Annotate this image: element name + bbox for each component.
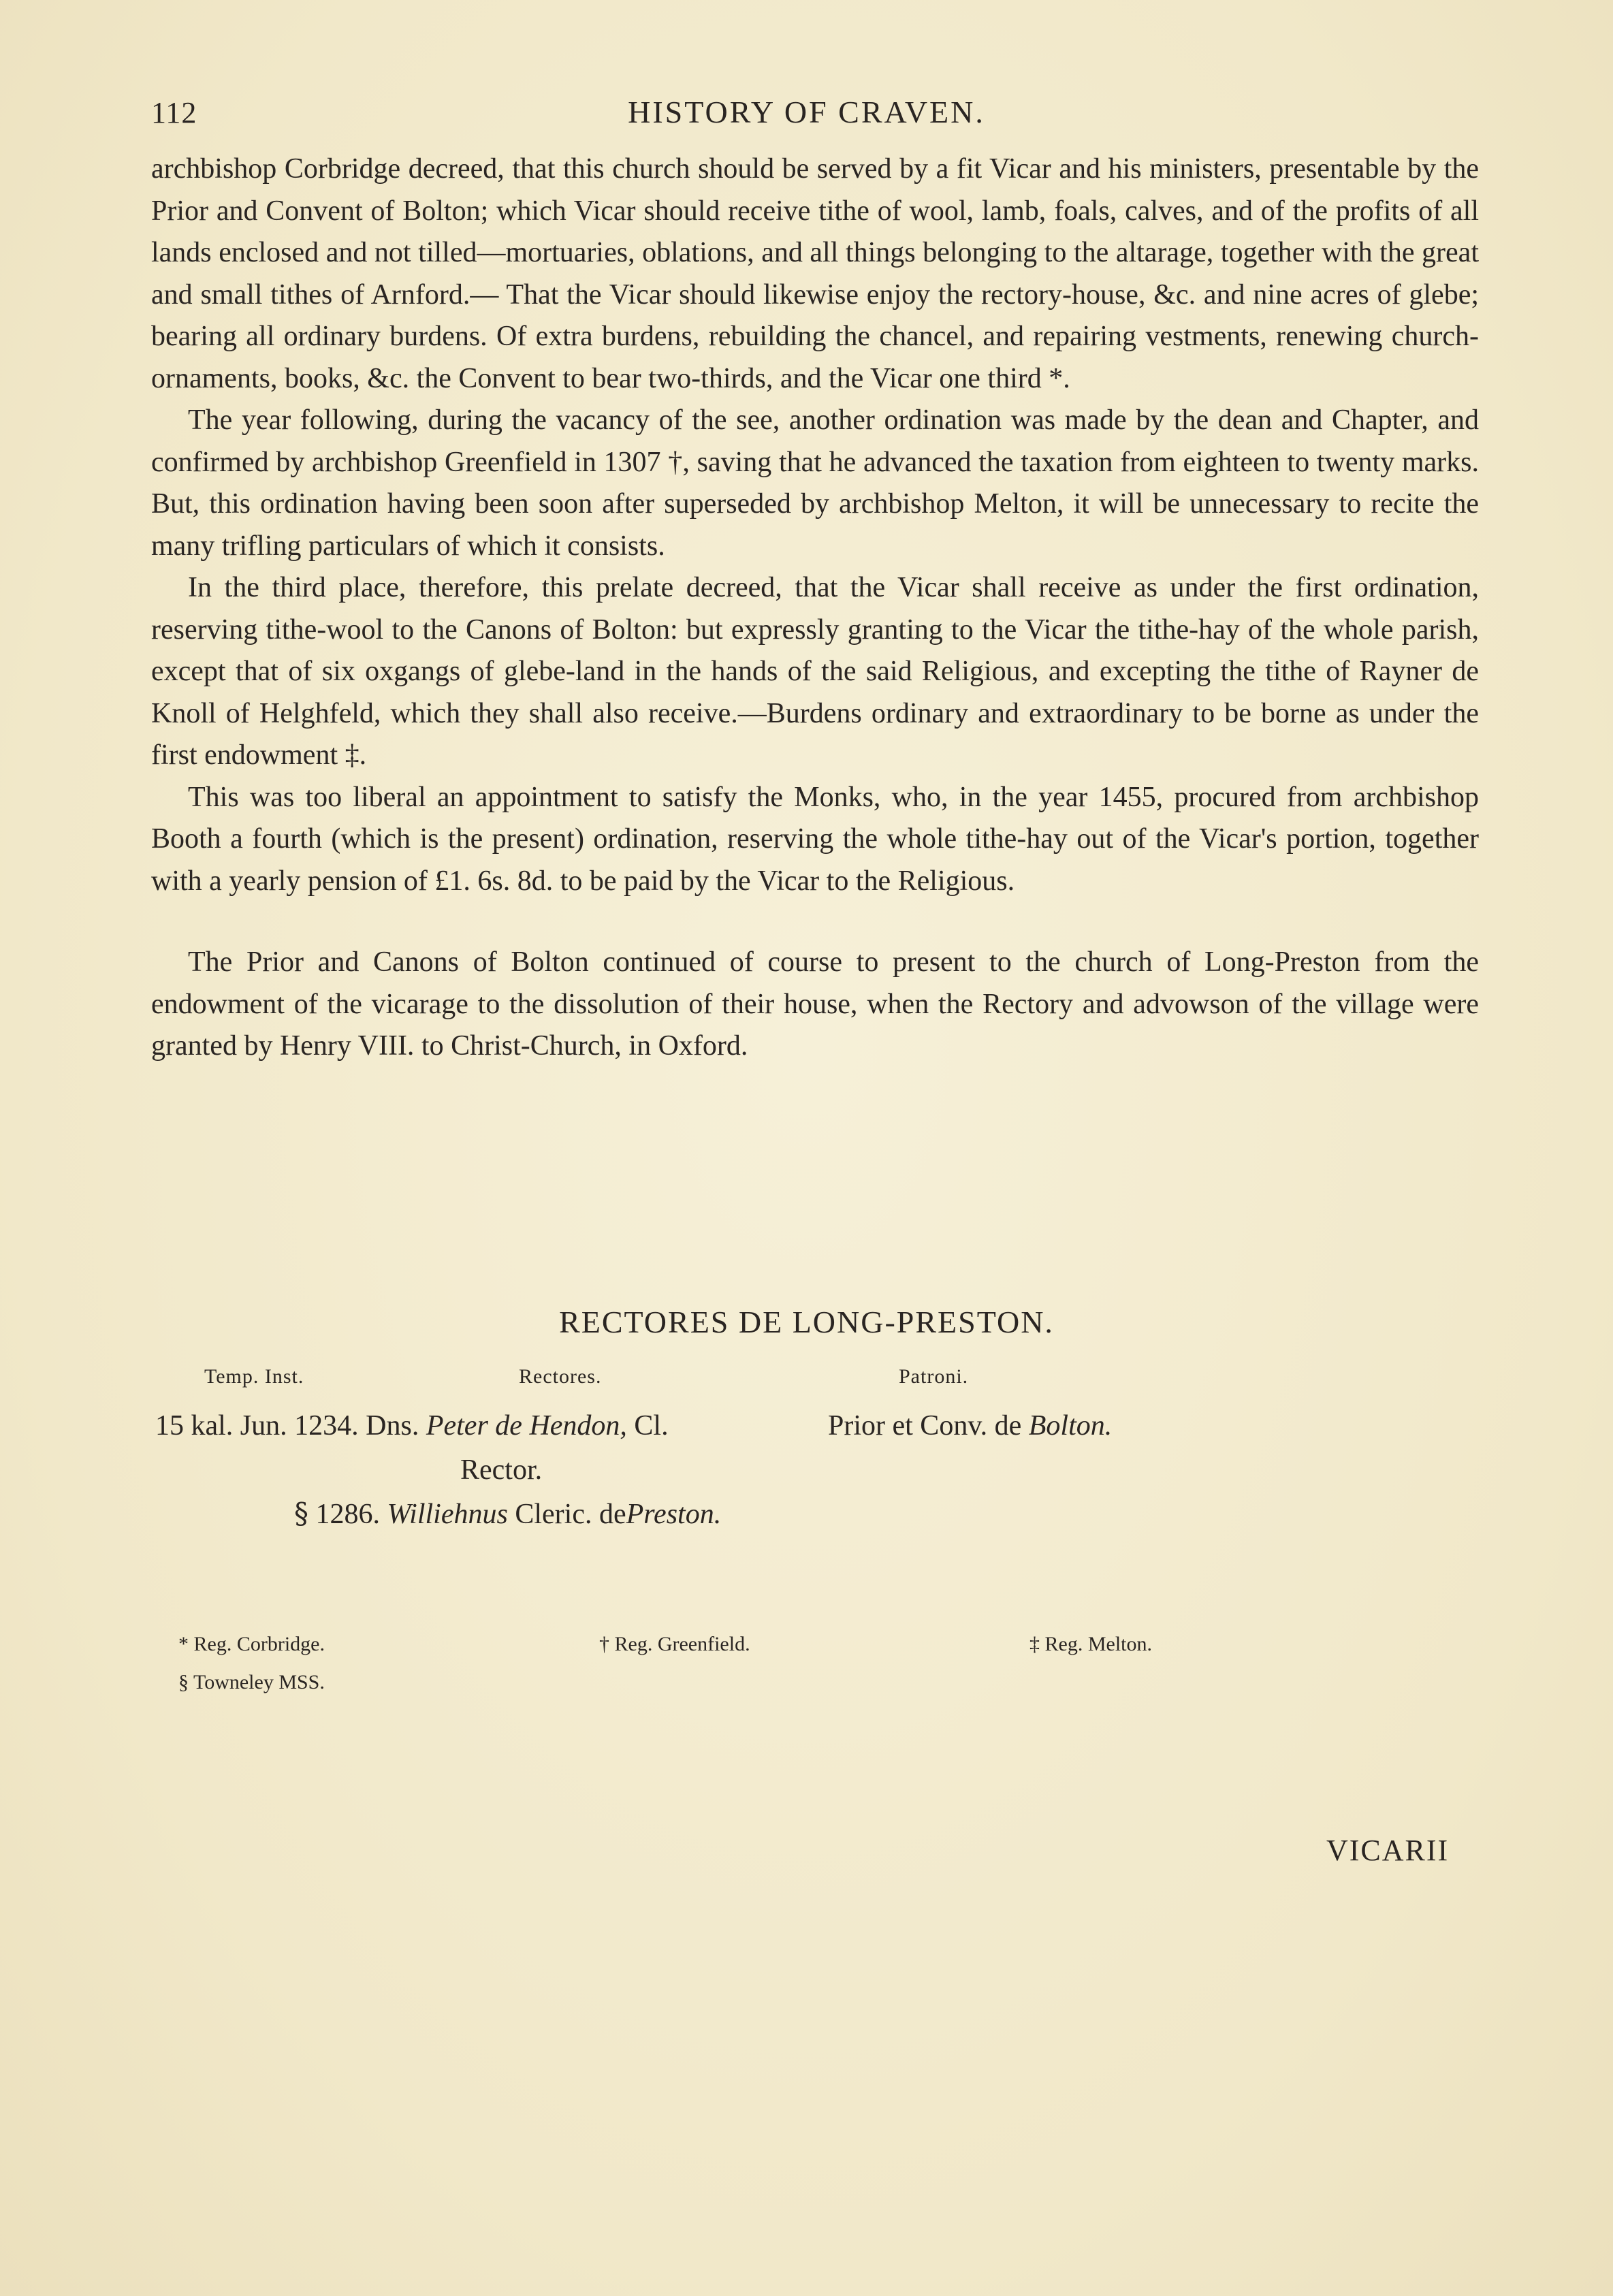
footnote-2: † Reg. Greenfield. [599,1633,750,1655]
patron-place: Bolton. [1028,1410,1113,1441]
rector-row-1-continued: Rector. [460,1454,543,1486]
column-header-patroni: Patroni. [899,1365,969,1388]
rector-mid: Cleric. de [515,1499,626,1530]
rector-date: 1286. [315,1499,380,1530]
patron-prefix: Prior et Conv. de [828,1410,1022,1441]
paragraph-2: The year following, during the vacancy of the see, another ordination was made by the dean and Chapter, and confirmed by archbishop Greenfield in 1307 †, saving that he advanced the taxation from eighteen to twenty marks. But, this ordination having been soon after superseded by archbishop Melton, it will be unnecessary to recite the many trifling particulars of which it consists. [151,404,1479,562]
rector-name: Peter de Hendon, [426,1410,627,1441]
paragraph-3: In the third place, therefore, this prelate decreed, that the Vicar shall receive as under the first ordination, reserving tithe-wool to the Canons of Bolton: but expressly granting to the Vicar the tithe-hay of the whole parish, except that of six oxgangs of glebe-land in the hands of the said Religious, and excepting the tithe of Rayner de Knoll of Helghfeld, which they shall also receive.—Burdens ordinary and extraordinary to be borne as under the first endowment ‡. [151,572,1479,771]
paragraph-1: archbishop Corbridge decreed, that this church should be served by a fit Vicar and his ministers, presentable by the Prior and Convent of Bolton; which Vicar should receive tithe of wool, lamb, foals, calves, and of the profits of all lands enclosed and not tilled—mortuaries, oblations, and all things belonging to the altarage, together with the great and small tithes of Arnford.— That the Vicar should likewise enjoy the rectory-house, &c. and nine acres of glebe; bearing all ordinary burdens. Of extra burdens, rebuilding the chancel, and repairing vestments, renewing church-ornaments, books, &c. the Convent to bear two-thirds, and the Vicar one third *. [151,153,1479,394]
rector-name: Williehnus [387,1499,508,1530]
rector-row-2 [294,1497,721,1531]
paragraph-5: The Prior and Canons of Bolton continued of course to present to the church of Long-Preston from the endowment of the vicarage to the dissolution of their house, when the Rectory and advowson of the village were granted by Henry VIII. to Christ-Church, in Oxford. [151,946,1479,1062]
footnote-3: ‡ Reg. Melton. [1029,1633,1152,1655]
rector-row-1 [155,1409,669,1442]
column-header-temp: Temp. Inst. [204,1365,304,1388]
rector-suffix: Cl. [634,1410,669,1441]
footnote-1: * Reg. Corbridge. [178,1633,325,1655]
rector-patron [828,1409,1112,1442]
page-number: 112 [151,96,197,129]
rectors-title: RECTORES DE LONG-PRESTON. [559,1305,1054,1339]
running-title: HISTORY OF CRAVEN. [628,95,985,129]
rector-prefix: Dns. [366,1410,419,1441]
catchword: VICARII [1326,1834,1450,1867]
body-text [151,148,1479,1068]
paragraph-4: This was too liberal an appointment to satisfy the Monks, who, in the year 1455, procured from archbishop Booth a fourth (which is the present) ordination, reserving the whole tithe-hay out of the Vicar's portion, together with a yearly pension of £1. 6s. 8d. to be paid by the Vicar to the Religious. [151,781,1479,897]
section-mark: § [294,1497,308,1530]
column-header-rectores: Rectores. [519,1365,602,1388]
rector-place: Preston. [626,1499,722,1530]
footnote-4: § Towneley MSS. [178,1671,325,1693]
rector-date: 15 kal. Jun. 1234. [155,1410,359,1441]
